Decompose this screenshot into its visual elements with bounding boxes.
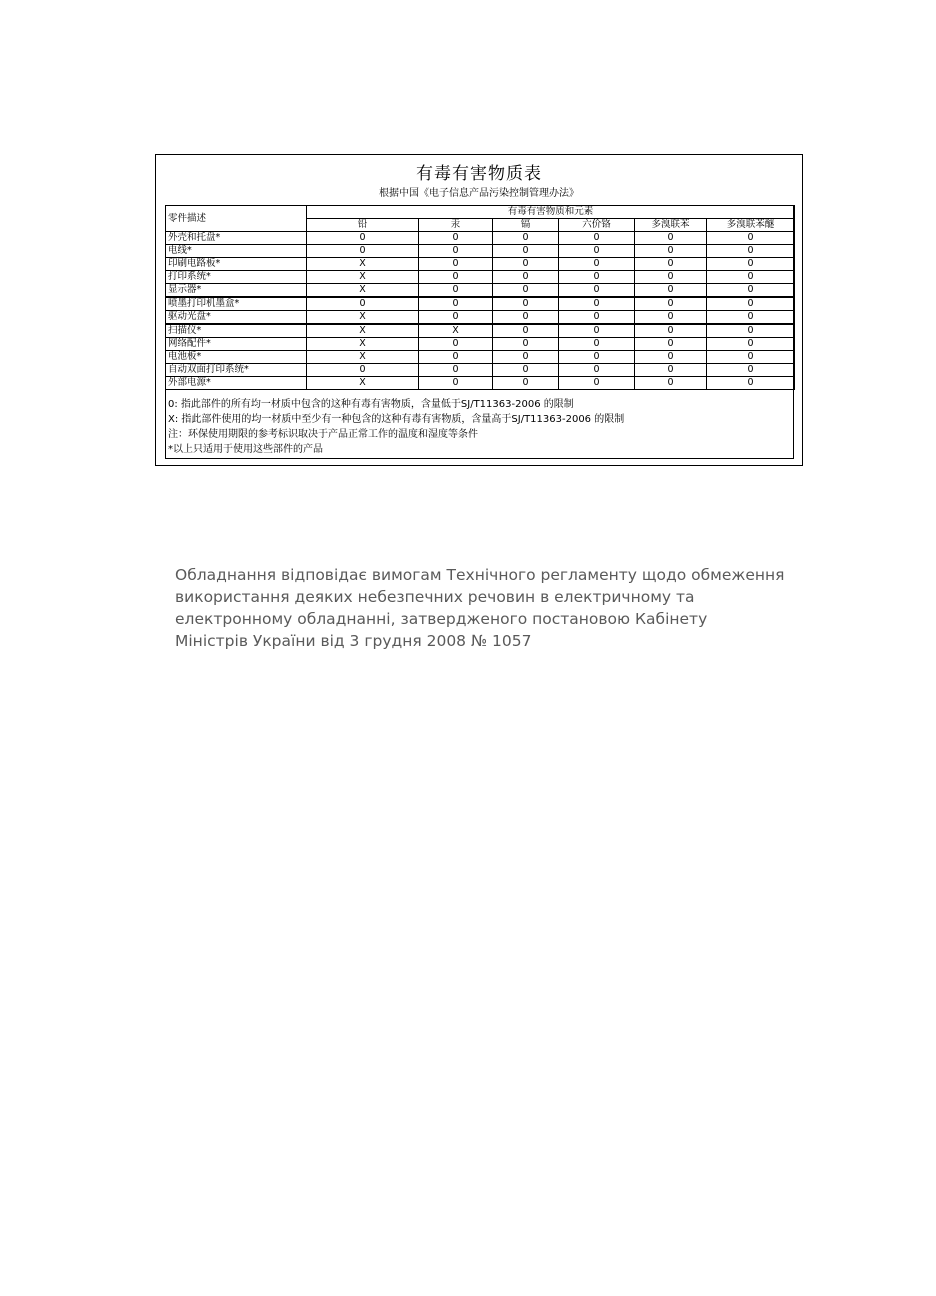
part-name-cell: 网络配件*	[166, 338, 307, 351]
substance-value-cell: 0	[419, 297, 493, 311]
substance-value-cell: 0	[635, 245, 707, 258]
table-row	[166, 297, 795, 311]
substance-value-cell: 0	[635, 324, 707, 338]
part-name-cell: 外壳和托盘*	[166, 232, 307, 245]
substance-value-cell: 0	[707, 284, 795, 298]
substance-value-cell: 0	[635, 377, 707, 390]
substance-value-cell: 0	[635, 232, 707, 245]
substance-value-cell: 0	[493, 297, 559, 311]
substance-value-cell: X	[307, 284, 419, 298]
substance-value-cell: 0	[419, 284, 493, 298]
substance-value-cell: 0	[493, 258, 559, 271]
substance-value-cell: 0	[707, 232, 795, 245]
substance-value-cell: X	[307, 377, 419, 390]
substance-value-cell: 0	[419, 311, 493, 325]
substance-value-cell: 0	[307, 245, 419, 258]
substance-value-cell: 0	[707, 338, 795, 351]
table-row	[166, 351, 795, 364]
substance-value-cell: 0	[559, 377, 635, 390]
substance-value-cell: 0	[559, 271, 635, 284]
ukraine-compliance-statement: Обладнання відповідає вимогам Технічного регламенту щодо обмеження використання деяких небезпечних речовин в електричному та електронному обладнанні, затвердженого постановою Кабінету Міністрів України від 3 грудня 2008 № 1057	[175, 566, 785, 650]
substance-value-cell: 0	[493, 245, 559, 258]
table-row	[166, 311, 795, 325]
substance-value-cell: 0	[419, 258, 493, 271]
substance-value-cell: 0	[419, 351, 493, 364]
substance-value-cell: 0	[635, 351, 707, 364]
substance-value-cell: 0	[419, 338, 493, 351]
substance-value-cell: 0	[419, 364, 493, 377]
header-pbb: 多溴联苯	[635, 219, 707, 232]
table-row	[166, 364, 795, 377]
header-cadmium: 镉	[493, 219, 559, 232]
substance-value-cell: X	[307, 324, 419, 338]
table-row	[166, 338, 795, 351]
substance-value-cell: 0	[635, 364, 707, 377]
header-pbde: 多溴联苯醚	[707, 219, 795, 232]
table-row	[166, 377, 795, 390]
substance-value-cell: 0	[559, 324, 635, 338]
substance-value-cell: 0	[707, 311, 795, 325]
substance-value-cell: 0	[559, 297, 635, 311]
substance-value-cell: 0	[707, 377, 795, 390]
substance-value-cell: 0	[493, 377, 559, 390]
table-row	[166, 245, 795, 258]
substance-value-cell: 0	[559, 338, 635, 351]
substance-value-cell: 0	[419, 271, 493, 284]
substances-table	[165, 205, 795, 390]
header-chromium: 六价铬	[559, 219, 635, 232]
substance-value-cell: 0	[707, 297, 795, 311]
header-lead: 铅	[307, 219, 419, 232]
header-part-description: 零件描述	[166, 206, 307, 232]
substance-value-cell: X	[307, 338, 419, 351]
substance-value-cell: 0	[707, 324, 795, 338]
table-row	[166, 284, 795, 298]
substance-value-cell: 0	[419, 232, 493, 245]
table-row	[166, 232, 795, 245]
substance-value-cell: 0	[559, 284, 635, 298]
substance-value-cell: 0	[307, 297, 419, 311]
note-line: 0: 指此部件的所有均一材质中包含的这种有毒有害物质，含量低于SJ/T11363-2006 的限制	[168, 399, 574, 410]
part-name-cell: 外部电源*	[166, 377, 307, 390]
substance-value-cell: X	[307, 311, 419, 325]
part-name-cell: 电池板*	[166, 351, 307, 364]
substance-value-cell: 0	[635, 297, 707, 311]
substance-value-cell: X	[307, 351, 419, 364]
substance-value-cell: 0	[635, 338, 707, 351]
substance-value-cell: 0	[493, 311, 559, 325]
part-name-cell: 印刷电路板*	[166, 258, 307, 271]
substance-value-cell: 0	[707, 245, 795, 258]
substance-value-cell: X	[307, 271, 419, 284]
substance-value-cell: 0	[493, 271, 559, 284]
substance-value-cell: 0	[493, 364, 559, 377]
table-title: 有毒有害物质表	[416, 164, 542, 184]
table-notes	[168, 397, 624, 457]
substance-value-cell: 0	[419, 245, 493, 258]
substance-value-cell: 0	[307, 364, 419, 377]
substance-value-cell: 0	[707, 258, 795, 271]
substance-value-cell: 0	[493, 351, 559, 364]
part-name-cell: 打印系统*	[166, 271, 307, 284]
table-inner-box	[165, 205, 794, 459]
substance-value-cell: 0	[559, 351, 635, 364]
header-mercury: 汞	[419, 219, 493, 232]
note-line: 注：环保使用期限的参考标识取决于产品正常工作的温度和湿度等条件	[168, 429, 478, 440]
substance-value-cell: 0	[559, 232, 635, 245]
substance-value-cell: 0	[493, 284, 559, 298]
part-name-cell: 扫描仪*	[166, 324, 307, 338]
part-name-cell: 驱动光盘*	[166, 311, 307, 325]
hazardous-substances-table-frame	[155, 154, 803, 466]
substance-value-cell: 0	[635, 284, 707, 298]
substance-value-cell: 0	[635, 311, 707, 325]
header-substance-group: 有毒有害物质和元素	[307, 206, 795, 219]
substance-value-cell: 0	[559, 364, 635, 377]
note-line: *以上只适用于使用这些部件的产品	[168, 444, 323, 455]
substance-value-cell: 0	[707, 271, 795, 284]
substance-value-cell: 0	[493, 324, 559, 338]
table-subtitle: 根据中国《电子信息产品污染控制管理办法》	[379, 188, 579, 199]
part-name-cell: 喷墨打印机墨盒*	[166, 297, 307, 311]
part-name-cell: 显示器*	[166, 284, 307, 298]
substance-value-cell: 0	[307, 232, 419, 245]
table-body	[166, 232, 795, 390]
substance-value-cell: 0	[493, 232, 559, 245]
substance-value-cell: X	[419, 324, 493, 338]
substance-value-cell: 0	[559, 245, 635, 258]
substance-value-cell: 0	[635, 271, 707, 284]
part-name-cell: 自动双面打印系统*	[166, 364, 307, 377]
substance-value-cell: 0	[707, 351, 795, 364]
substance-value-cell: 0	[559, 311, 635, 325]
substance-value-cell: 0	[493, 338, 559, 351]
table-row	[166, 324, 795, 338]
substance-value-cell: X	[307, 258, 419, 271]
substance-value-cell: 0	[707, 364, 795, 377]
note-line: X: 指此部件使用的均一材质中至少有一种包含的这种有毒有害物质，含量高于SJ/T11363-2006 的限制	[168, 414, 625, 425]
table-row	[166, 258, 795, 271]
substance-value-cell: 0	[635, 258, 707, 271]
table-row	[166, 271, 795, 284]
substance-value-cell: 0	[559, 258, 635, 271]
substance-value-cell: 0	[419, 377, 493, 390]
part-name-cell: 电线*	[166, 245, 307, 258]
